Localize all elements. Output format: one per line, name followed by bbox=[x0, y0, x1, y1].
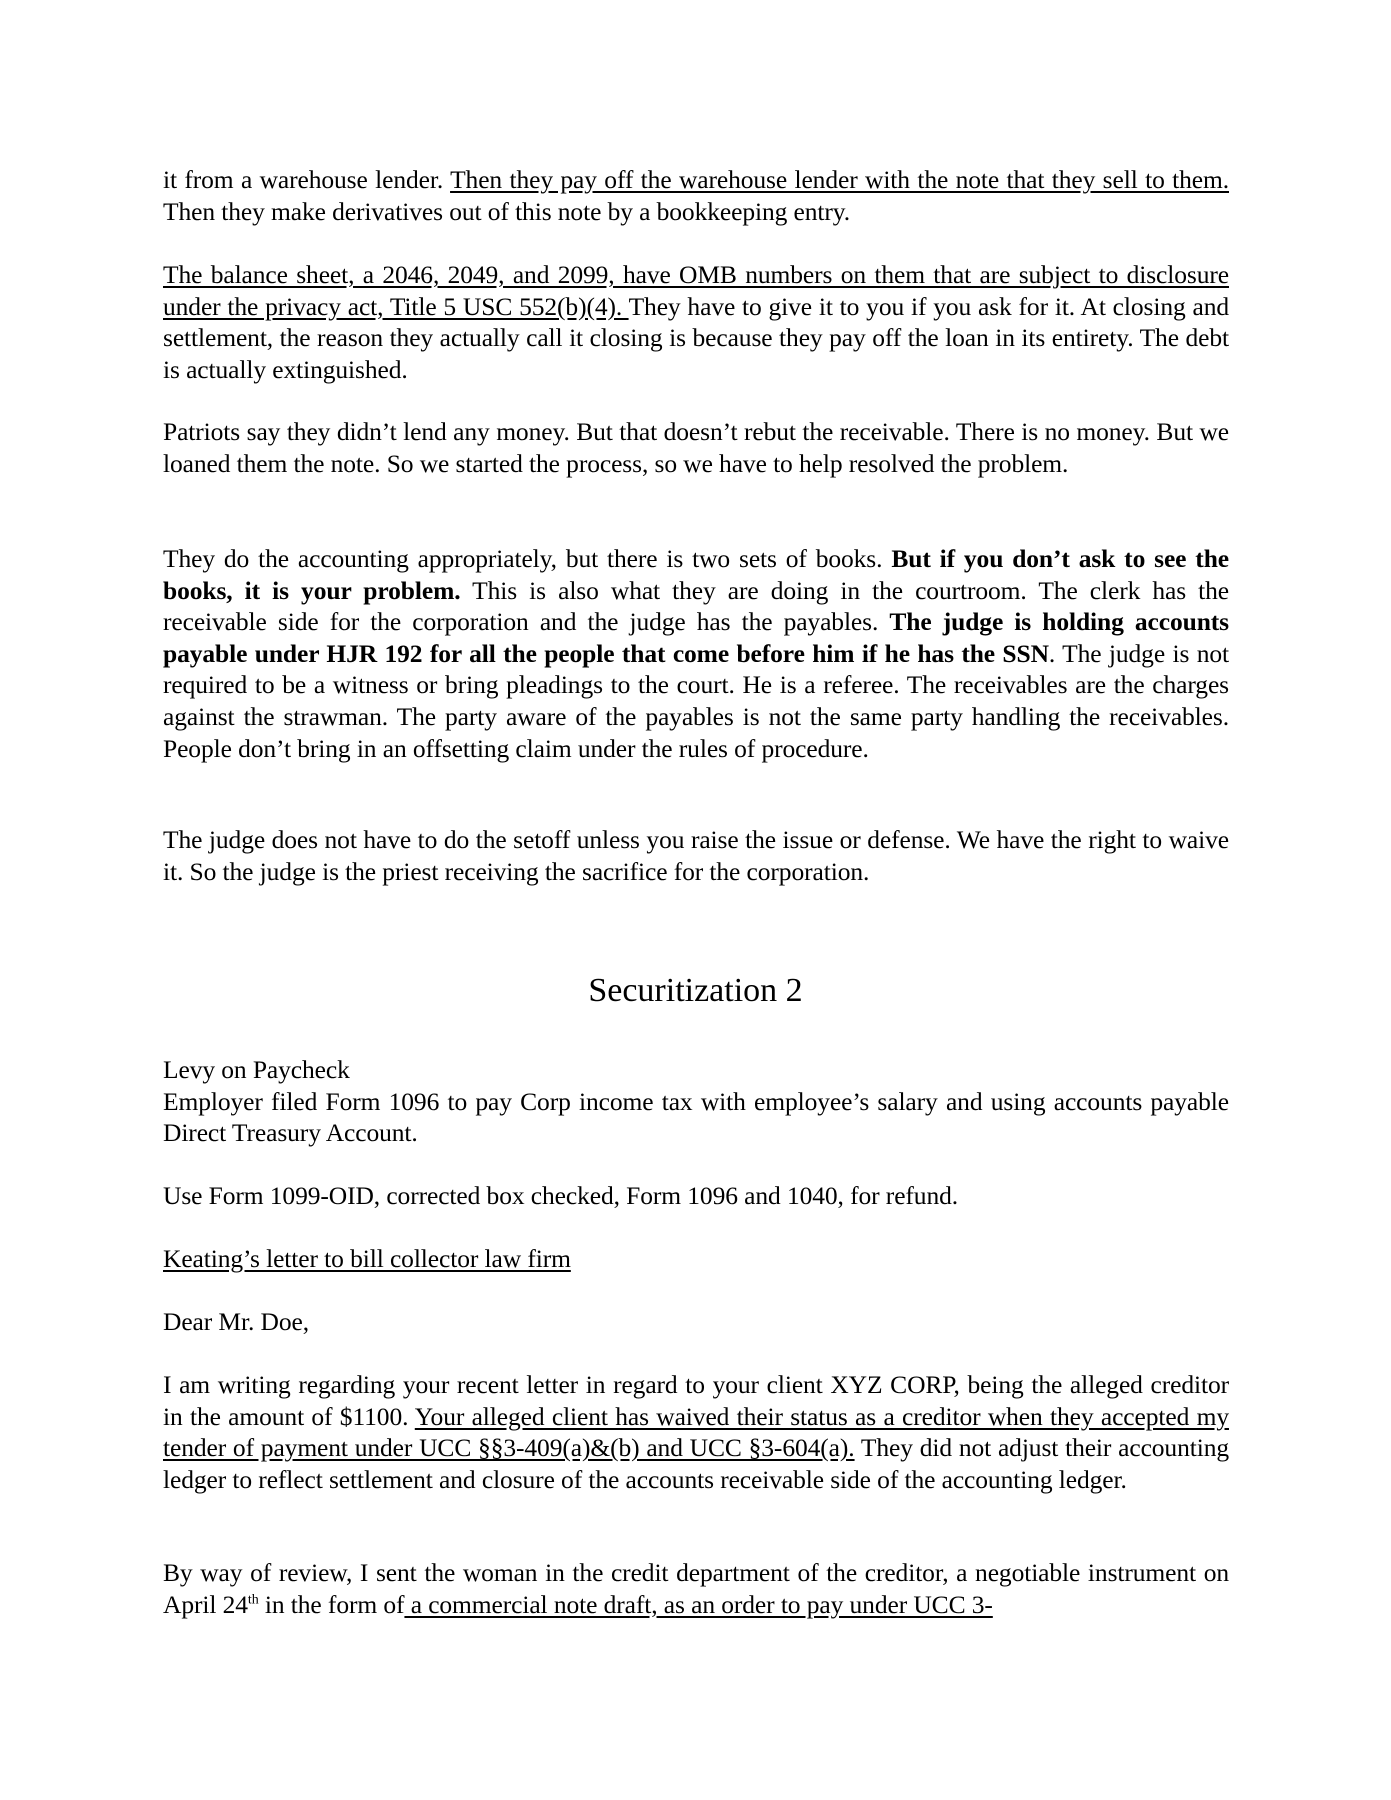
paragraph-accounting bbox=[163, 543, 1229, 764]
text: They did not adjust their accounting ledger to reflect settlement and closure of the accounts receivable side of the accounting ledger. bbox=[163, 1433, 1230, 1494]
text: By way of review, I sent the woman in the credit department of the creditor, a negotiable instrument on April 24 bbox=[163, 1558, 1229, 1619]
paragraph-levy bbox=[163, 1054, 1229, 1149]
underlined-text: a commercial note draft, as an order to pay under UCC 3- bbox=[404, 1589, 993, 1619]
text: it from a warehouse lender. bbox=[163, 165, 451, 194]
paragraph-warehouse-lender bbox=[163, 164, 1229, 227]
levy-body: Employer filed Form 1096 to pay Corp income tax with employee’s salary and using accounts payable Direct Treasury Account. bbox=[163, 1086, 1229, 1148]
letter-title bbox=[163, 1243, 1229, 1275]
paragraph-setoff: The judge does not have to do the setoff unless you raise the issue or defense. We have the right to waive it. So the judge is the priest receiving the sacrifice for the corporation. bbox=[163, 825, 1229, 886]
underlined-text: Your alleged client has waived their status as a creditor when they accepted my tender of payment under UCC §§3-409(a)&(b) and UCC §3-604(a). bbox=[163, 1401, 1229, 1463]
paragraph-patriots: Patriots say they didn’t lend any money. But that doesn’t rebut the receivable. There is no money. But we loaned them the note. So we started the process, so we have to help resolved the problem. bbox=[163, 417, 1229, 478]
text: . The judge is not required to be a witness or bring pleadings to the court. He is a referee. The receivables are the charges against the strawman. The party aware of the payables is not the same party handling the receivables. People don’t bring in an offsetting claim under the rules of procedure. bbox=[163, 638, 1229, 763]
salutation: Dear Mr. Doe, bbox=[163, 1307, 309, 1336]
paragraph-balance-sheet bbox=[163, 259, 1229, 385]
levy-title: Levy on Paycheck bbox=[163, 1055, 350, 1084]
paragraph-letter-body bbox=[163, 1369, 1229, 1495]
underlined-text: The balance sheet, a 2046, 2049, and 2099, have OMB numbers on them that are subject to disclosure under the privacy act, Title 5 USC 552(b)(4). bbox=[163, 260, 1229, 321]
text: They do the accounting appropriately, but there is two sets of books. bbox=[163, 544, 892, 573]
underlined-text: Keating’s letter to bill collector law firm bbox=[163, 1244, 571, 1273]
paragraph-forms: Use Form 1099-OID, corrected box checked, Form 1096 and 1040, for refund. bbox=[163, 1181, 959, 1210]
paragraph-review bbox=[163, 1557, 1229, 1620]
section-heading: Securitization 2 bbox=[588, 972, 803, 1009]
bold-text: But if you don’t ask to see the books, it is your problem. bbox=[163, 544, 1229, 605]
text: in the form of bbox=[258, 1589, 405, 1619]
underlined-text: Then they pay off the warehouse lender with the note that they sell to them. bbox=[450, 165, 1229, 194]
text: This is also what they are doing in the courtroom. The clerk has the receivable side for the corporation and the judge has the payables. bbox=[163, 575, 1229, 637]
superscript: th bbox=[247, 1592, 259, 1608]
text: They have to give it to you if you ask for it. At closing and settlement, the reason they actually call it closing is because they pay off the loan in its entirety. The debt is actually extinguished. bbox=[163, 291, 1230, 384]
text: I am writing regarding your recent letter in regard to your client XYZ CORP, being the alleged creditor in the amount of $1100. bbox=[163, 1370, 1229, 1431]
text: Then they make derivatives out of this note by a bookkeeping entry. bbox=[163, 196, 851, 226]
bold-text: The judge is holding accounts payable under HJR 192 for all the people that come before him if he has the SSN bbox=[163, 607, 1229, 668]
